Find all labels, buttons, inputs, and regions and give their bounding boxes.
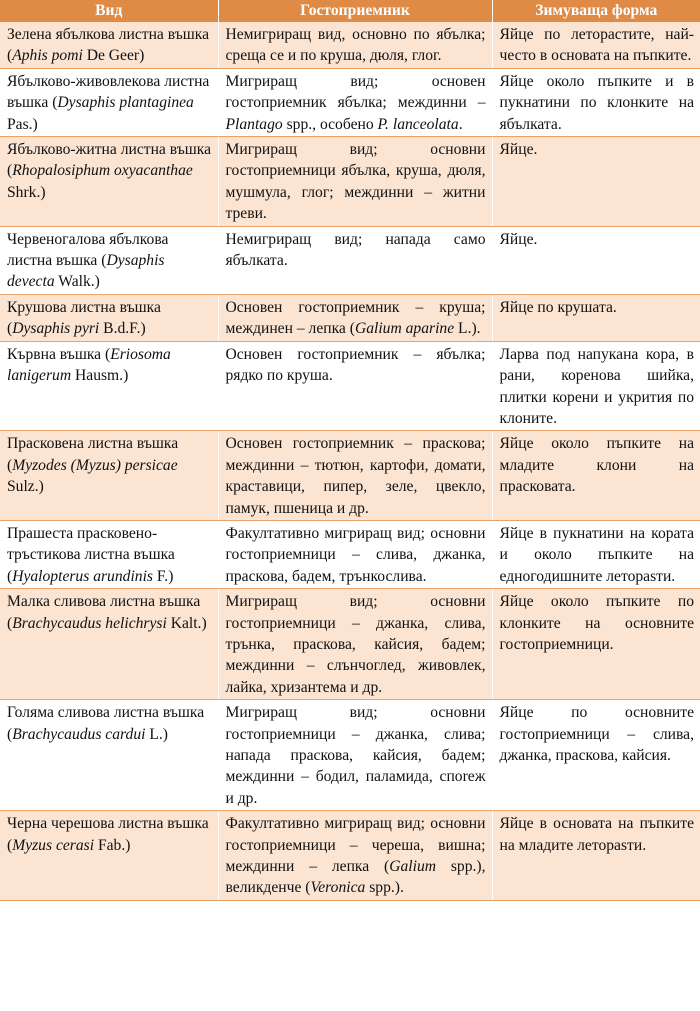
latin-name: Dysaphis pyri: [12, 320, 100, 338]
cell-text: Яйце около пъпките на младите клони на прасковата.: [499, 435, 694, 496]
cell-text: Яйце по крушата.: [499, 298, 617, 316]
table-body: [0, 22, 700, 900]
latin-name: Veronica: [310, 879, 366, 897]
cell-text: Прашеста прасковено-тръстикова листна въшка (: [7, 524, 175, 585]
cell-text: Крушова листна въшка (: [7, 298, 161, 338]
cell-text: .: [458, 115, 463, 133]
cell-text: Мигриращ вид; основни гостоприемници – джанка, слива; напада праскова, кайсия, бадем; междинни – бодил, паламида, споreж и др.: [225, 704, 486, 807]
cell-text: Яйце.: [499, 230, 538, 248]
cell-text: Малка сливова листна въшка (: [7, 593, 201, 632]
host-cell: [218, 341, 492, 431]
cell-text: Яйце около пъпките и в пукнатини по клонките на ябълката.: [499, 72, 694, 133]
species-cell: [0, 520, 218, 588]
cell-text: Факултативно мигриращ вид; основни гостоприемници – слива, джанка, праскова, бадем, трънкослива.: [225, 524, 486, 585]
winter-form-cell: [492, 22, 700, 68]
winter-form-cell: [492, 226, 700, 294]
species-cell: [0, 589, 218, 700]
host-cell: [218, 226, 492, 294]
cell-text: Факултативно мигриращ вид; основни гостоприемници – череша, вишна; междинни – лепка (: [225, 815, 486, 876]
winter-form-cell: [492, 520, 700, 588]
species-cell: [0, 341, 218, 431]
cell-text: Немигриращ вид; напада само ябълката.: [225, 230, 486, 270]
cell-text: spp.), великденче (: [225, 858, 486, 897]
cell-text: spp., особено: [282, 115, 378, 133]
table-row: [0, 22, 700, 68]
cell-text: Pas.): [7, 115, 38, 133]
cell-text: Яйце около пъпките по клонките на основните гостоприемници.: [499, 593, 694, 653]
cell-text: Основен гостоприемник – круша; междинен – лепка (: [225, 298, 486, 338]
host-cell: [218, 137, 492, 227]
cell-text: De Geer): [82, 47, 145, 65]
cell-text: Мигриращ вид; основни гостоприемници ябълка, круша, дюля, мушмула, глог; междинни – житни треви.: [225, 141, 486, 223]
cell-text: Kalt.): [166, 614, 207, 632]
cell-text: Яйце.: [499, 141, 538, 159]
cell-text: Hausm.): [71, 367, 129, 385]
latin-name: Brachycaudus cardui: [12, 725, 146, 743]
table-row: [0, 294, 700, 341]
cell-text: Яйце по леторастите, най-често в основата на пъпките.: [499, 26, 694, 65]
winter-form-cell: [492, 341, 700, 431]
species-cell: [0, 431, 218, 521]
header-winter-form: Зимуваща форма: [492, 0, 700, 22]
species-cell: [0, 22, 218, 68]
cell-text: L.).: [454, 320, 481, 338]
table-row: [0, 431, 700, 521]
cell-text: Яйце по основните гостоприемници – слива, джанка, праскова, кайсия.: [499, 704, 694, 764]
cell-text: Зелена ябълкова листна въшка (: [7, 26, 210, 65]
cell-text: Немигриращ вид, основно по ябълка; среща се и по круша, дюля, глог.: [225, 26, 486, 65]
host-cell: [218, 68, 492, 136]
table-row: [0, 226, 700, 294]
cell-text: spp.).: [365, 879, 404, 897]
cell-text: F.): [152, 567, 174, 585]
cell-text: Голяма сливова листна въшка (: [7, 704, 205, 743]
latin-name: Myzus cerasi: [12, 836, 95, 854]
latin-name: Myzodes (Myzus) persicae: [12, 456, 178, 474]
table-header: [0, 0, 700, 22]
table-row: [0, 68, 700, 136]
cell-text: Яйце в основата на пъпките на младите летораsти.: [499, 815, 694, 854]
cell-text: Ларва под напукана кора, в рани, коренова шийка, плитки корени и укрития по клоните.: [499, 345, 694, 427]
species-cell: [0, 700, 218, 811]
species-cell: [0, 811, 218, 901]
header-host: Гостоприемник: [218, 0, 492, 22]
cell-text: Основен гостоприемник – ябълка; рядко по круша.: [225, 345, 486, 385]
latin-name: Galium aparine: [354, 320, 455, 338]
latin-name: Plantago: [225, 115, 283, 133]
latin-name: Galium: [389, 858, 436, 876]
host-cell: [218, 811, 492, 901]
header-row: [0, 0, 700, 22]
cell-text: Shrk.): [7, 183, 46, 201]
latin-name: P. lanceolata: [377, 115, 459, 133]
cell-text: Ябълково-житна листна въшка (: [7, 141, 212, 180]
latin-name: Eriosoma lanigerum: [7, 345, 171, 385]
cell-text: Кървна въшка (: [7, 345, 111, 363]
cell-text: Ябълково-живовлекова листна въшка (: [7, 72, 210, 112]
winter-form-cell: [492, 811, 700, 901]
latin-name: Dysaphis plantaginea: [57, 94, 194, 112]
host-cell: [218, 22, 492, 68]
host-cell: [218, 431, 492, 521]
host-cell: [218, 520, 492, 588]
cell-text: L.): [145, 725, 168, 743]
winter-form-cell: [492, 137, 700, 227]
cell-text: Walk.): [54, 273, 100, 291]
latin-name: Brachycaudus helichrysi: [12, 614, 167, 632]
table-row: [0, 589, 700, 700]
table-row: [0, 811, 700, 901]
species-cell: [0, 68, 218, 136]
winter-form-cell: [492, 431, 700, 521]
table-row: [0, 520, 700, 588]
cell-text: Прасковена листна въшка (: [7, 435, 179, 474]
latin-name: Rhopalosiphum oxyacanthae: [12, 162, 193, 180]
winter-form-cell: [492, 68, 700, 136]
latin-name: Hyalopterus arundinis: [12, 567, 153, 585]
table-row: [0, 700, 700, 811]
cell-text: Мигриращ вид; основен гостоприемник ябълка; междинни –: [225, 72, 486, 112]
cell-text: Fab.): [94, 836, 131, 854]
winter-form-cell: [492, 294, 700, 341]
cell-text: Черна черешова листна въшка (: [7, 815, 209, 854]
winter-form-cell: [492, 700, 700, 811]
cell-text: Основен гостоприемник – праскова; междинни – тютюн, картофи, домати, краставици, пипер, зеле, цвекло, памук, пшеница и др.: [225, 435, 486, 517]
species-cell: [0, 137, 218, 227]
winter-form-cell: [492, 589, 700, 700]
species-cell: [0, 226, 218, 294]
host-cell: [218, 700, 492, 811]
latin-name: Dysaphis devecta: [7, 252, 165, 291]
cell-text: Яйце в пукнатини на кората и около пъпките на едногодишните летораsти.: [499, 524, 694, 585]
table-row: [0, 137, 700, 227]
host-cell: [218, 589, 492, 700]
cell-text: Мигриращ вид; основни гостоприемници – джанка, слива, трънка, праскова, кайсия, бадем; междинни – слънчоглед, живовлек, лайка, хризантема и др.: [225, 593, 486, 696]
cell-text: Sulz.): [7, 478, 44, 496]
cell-text: Червеногалова ябълкова листна въшка (: [7, 230, 169, 270]
species-cell: [0, 294, 218, 341]
latin-name: Aphis pomi: [12, 47, 83, 65]
table-row: [0, 341, 700, 431]
header-species: Вид: [0, 0, 218, 22]
host-cell: [218, 294, 492, 341]
cell-text: B.d.F.): [99, 320, 146, 338]
